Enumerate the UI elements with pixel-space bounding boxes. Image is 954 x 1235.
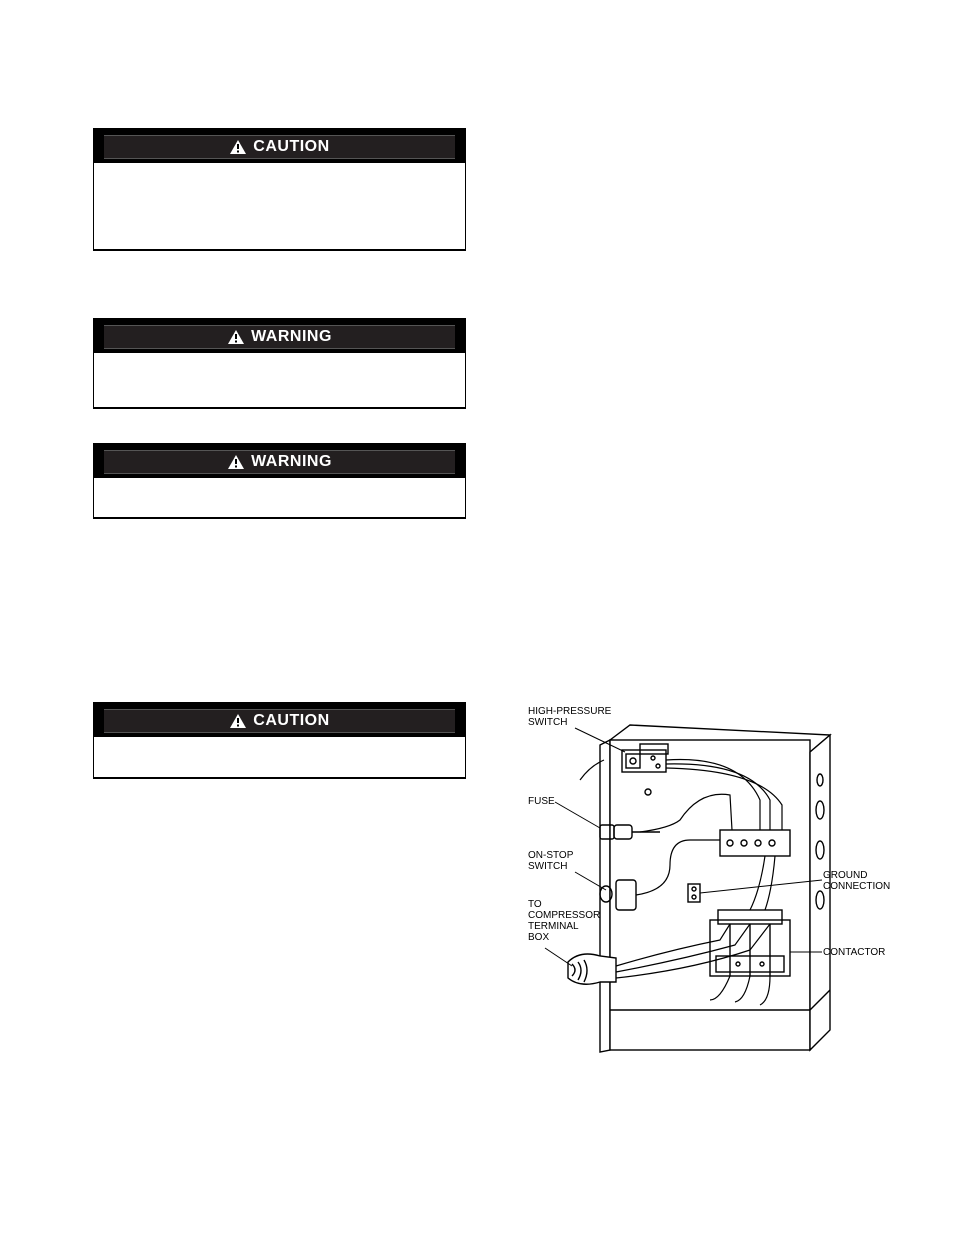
label-high-pressure-switch: HIGH-PRESSURE (528, 706, 612, 717)
label-to-compressor-4: BOX (528, 932, 550, 943)
label-contactor: CONTACTOR (823, 947, 886, 958)
compressor-cable (568, 954, 616, 984)
notice-title: CAUTION (253, 712, 330, 729)
warning-header (94, 444, 465, 478)
warning-triangle-icon (229, 139, 247, 155)
label-ground-connection-2: CONNECTION (823, 881, 891, 892)
label-ground-connection: GROUND (823, 870, 868, 881)
box-right-side (810, 735, 830, 1050)
notice-title: CAUTION (253, 138, 330, 155)
notice-title: WARNING (251, 453, 332, 470)
caution-header (94, 129, 465, 163)
caution-notice (93, 128, 466, 251)
notice-title: WARNING (251, 328, 332, 345)
box-interior (610, 740, 810, 1050)
caution-header (94, 703, 465, 737)
label-to-compressor-2: COMPRESSOR (528, 910, 601, 921)
box-left-side (600, 740, 610, 1052)
label-fuse: FUSE (528, 796, 555, 807)
control-box-diagram (520, 700, 900, 1060)
label-on-stop-switch-2: SWITCH (528, 861, 568, 872)
label-to-compressor: TO (528, 899, 542, 910)
warning-notice (93, 318, 466, 409)
caution-notice (93, 702, 466, 779)
label-high-pressure-switch-2: SWITCH (528, 717, 568, 728)
contactor-device (710, 910, 790, 976)
warning-triangle-icon (227, 329, 245, 345)
warning-header (94, 319, 465, 353)
warning-notice (93, 443, 466, 519)
label-to-compressor-3: TERMINAL (528, 921, 579, 932)
warning-triangle-icon (227, 454, 245, 470)
label-on-stop-switch: ON-STOP (528, 850, 574, 861)
terminal-block (720, 830, 790, 856)
warning-triangle-icon (229, 713, 247, 729)
